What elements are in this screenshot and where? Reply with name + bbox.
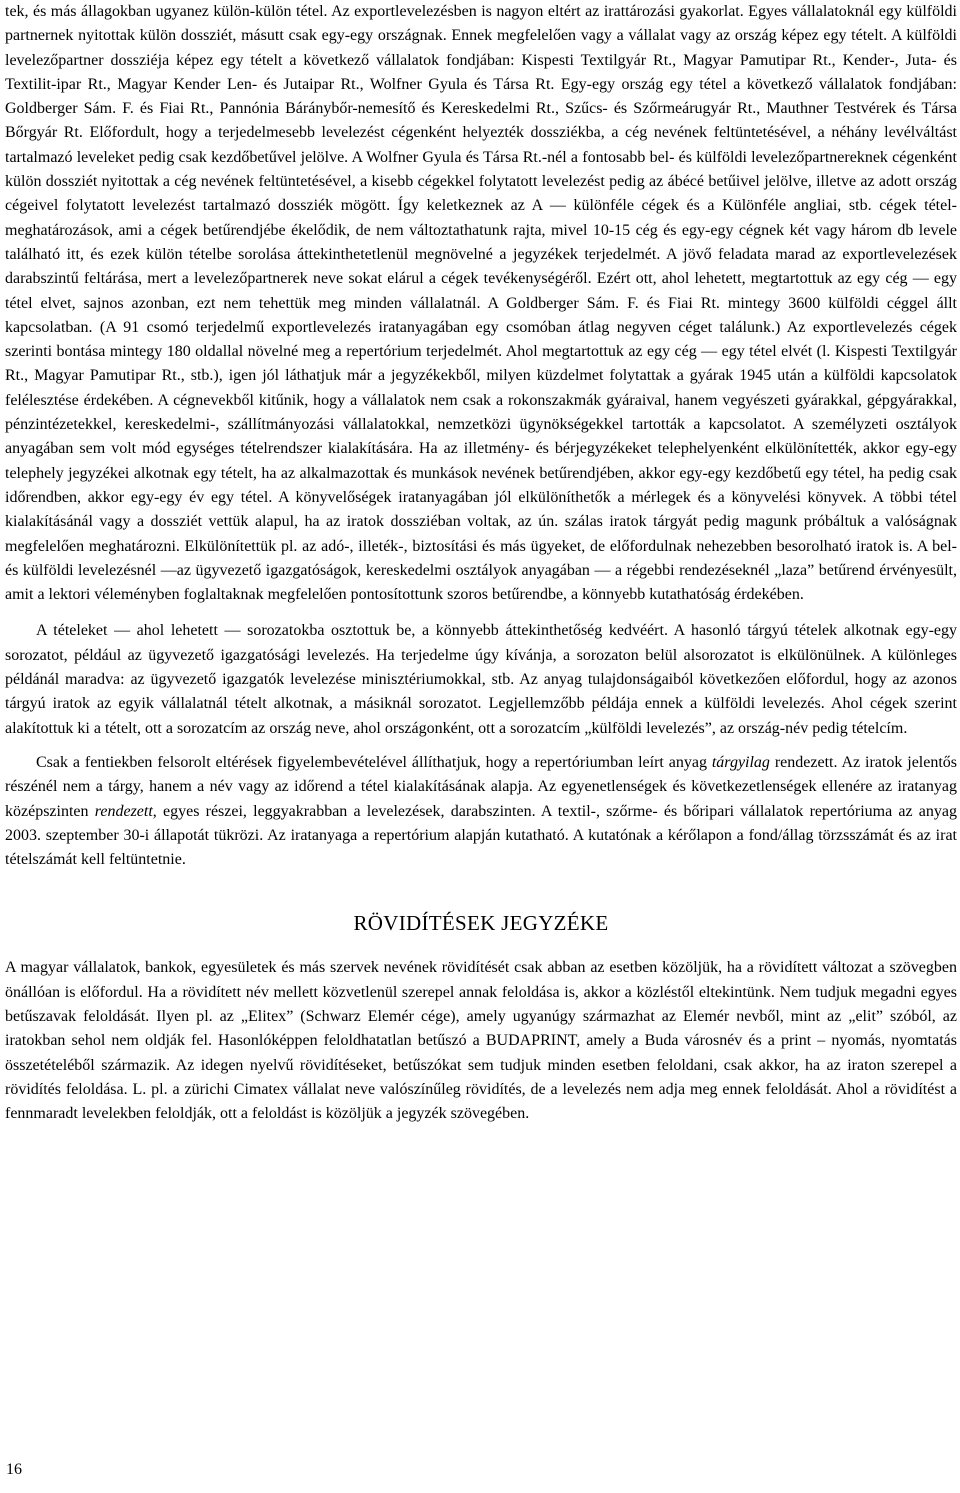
emphasis-targyilag: tárgyilag bbox=[711, 753, 770, 771]
page-number: 16 bbox=[6, 1461, 22, 1478]
body-paragraph-3 bbox=[5, 751, 957, 872]
body-paragraph-1: tek, és más állagokban ugyanez külön-külön tétel. Az exportlevelezésben is nagyon eltért az irattározási gyakorlat. Egyes vállalatoknál egy külföldi partnernek nyitottak külön dossziét, másutt csak egy-egy országnak. Ennek megfelelően vagy a vállalat vagy az ország képez egy tételt. A külföldi levelezőpartner dossziéja képez egy tételt a következő vállalatok fondjában: Kispesti Textilgyár Rt., Magyar Pamutipar Rt., Kender-, Juta- és Textilit-ipar Rt., Magyar Kender Len- és Jutaipar Rt., Wolfner Gyula és Társa Rt. Egy-egy ország egy tétel a következő vállalatok fondjában: Goldberger Sám. F. és Fiai Rt., Pannónia Báránybőr-nemesítő és Kereskedelmi Rt., Szűcs- és Szőrmeárugyár Rt., Mauthner Testvérek és Társa Bőrgyár Rt. Előfordult, hogy a terjedelmesebb levelezést cégenként helyezték dossziékba, a cég nevének feltüntetésével, a néhány levélváltást tartalmazó leveleket pedig csak kezdőbetűvel jelölve. A Wolfner Gyula és Társa Rt.-nél a fontosabb bel- és külföldi levelezőpartnereknek cégenként külön dossziét nyitottak a cég nevének feltüntetésével, a kisebb cégekkel folytatott levelezést pedig az ábécé betűivel jelölve, illetve az adott ország cégeivel folytatott levelezést tartalmazó dossziék mögött. Így keletkeznek az A — különféle cégek és a Különféle angliai, stb. cégek tétel-meghatározások, ami a cégek betűrendjébe ékelődik, de nem változtathatunk rajta, mivel 10-15 cég és egy-egy cégnek két vagy három db levele található itt, és ezek külön tételbe sorolása áttekinthetetlenül megnövelné a jegyzékek terjedelmét. A jövő feladata marad az exportlevelezések darabszintű feltárása, mert a levelezőpartnerek neve sokat elárul a cégek tevékenységéről. Ezért ott, ahol lehetett, megtartottuk az egy cég — egy tétel elvet, sajnos azonban, ezt nem tehettük meg minden vállalatnál. A Goldberger Sám. F. és Fiai Rt. mintegy 3600 külföldi céggel állt kapcsolatban. (A 91 csomó terjedelmű exportlevelezés iratanyagában egy csomóban átlag negyven céget találunk.) Az exportlevelezés cégek szerinti bontása mintegy 180 oldallal növelné meg a repertórium terjedelmét. Ahol megtartottuk az egy cég — egy tétel elvét (l. Kispesti Textilgyár Rt., Magyar Pamutipar Rt., stb.), igen jól láthatjuk már a jegyzékekből, milyen küzdelmet folytattak a gyárak 1945 után a külföldi kapcsolatok felélesztése érdekében. A cégnevekből kitűnik, hogy a vállalatok nem csak a rokonszakmák gyáraival, hanem vegyészeti gyárakkal, gépgyárakkal, pénzintézetekkel, kereskedelmi-, szállítmányozási vállalatokkal, nemzetközi ügynökségekkel tartották a kapcsolatot. A személyzeti osztályok anyagában sem volt mód egységes tételrendszer kialakítására. Ha az illetmény- és bérjegyzékeket telephelyenként elkülönítették, akkor egy-egy telephely jegyzékei alkotnak egy tételt, ha az alkalmazottak és munkások nevének betűrendjében, akkor egy-egy kezdőbetű egy tétel, ha pedig csak időrendben, akkor egy-egy év egy tétel. A könyvelőségek iratanyagában jól elkülöníthetők a mérlegek és a könyvelési könyvek. A többi tétel kialakításánál vagy a dossziét vettük alapul, ha az iratok dossziéban voltak, az ún. szálas iratok tárgyát pedig magunk próbáltuk a valóságnak megfelelően meghatározni. Elkülönítettük pl. az adó-, illeték-, biztosítási és más ügyeket, de előfordulnak nehezebben besorolható iratok is. A bel- és külföldi levelezésnél —az ügyvezető igazgatóságok, kereskedelmi osztályok anyagában — a régebbi rendezéseknél „laza” betűrend érvényesült, amit a lektori véleményben foglaltaknak megfelelően pontosítottunk szoros betűrendbe, a könnyebb kutathatóság érdekében. bbox=[5, 3, 957, 604]
emphasis-rendezett: rendezett bbox=[94, 802, 153, 820]
paragraph-3-text-start: Csak a fentiekben felsorolt eltérések figyelembevételével állíthatjuk, hogy a repertóriumban leírt anyag bbox=[36, 753, 712, 771]
body-paragraph-2: A tételeket — ahol lehetett — sorozatokba osztottuk be, a könnyebb áttekinthetőség kedvéért. A hasonló tárgyú tételek alkotnak egy-egy sorozatot, például az ügyvezető igazgatósági levelezés. Ha terjedelme úgy kívánja, a sorozaton belül alsorozatot is elkülönülnek. A különleges példánál maradva: az ügyvezető igazgatók levelezése minisztériumokkal, stb. Az anyag tulajdonságaiból következően előfordul, hogy az azonos tárgyú iratok az egyik vállalatnál tételt alkotnak, a másiknál sorozatot. Legjellemzőbb példája ennek a külföldi levelezés. Ahol cégek szerint alakítottuk ki a tételt, ott a sorozatcím az ország neve, ahol országonként, ott a sorozatcím „külföldi levelezés”, az ország-név pedig tételcím. bbox=[5, 622, 957, 737]
paragraph-3-text-end: , egyes részei, leggyakrabban a levelezések, darabszinten. A textil-, szőrme- és bőripari vállalatok repertóriuma az anyag 2003. szeptember 30-i állapotát tükrözi. Az iratanyaga a repertórium alapján kutatható. A kutatónak a kérőlapon a fond/állag törzsszámát és az irat tételszámát kell feltüntetnie. bbox=[5, 802, 958, 869]
section-heading: RÖVIDÍTÉSEK JEGYZÉKE bbox=[353, 911, 609, 936]
paragraph-3-text-middle: rendezett. Az iratok jelentős részénél nem a tárgy, hanem a név vagy az időrend a tétel kialakításának alapja. Az egyenetlenségek és következetlenségek ellenére az iratanyag középszinten bbox=[5, 753, 958, 820]
body-paragraph-4: A magyar vállalatok, bankok, egyesületek és más szervek nevének rövidítését csak abban az esetben közöljük, ha a rövidített változat a szövegben önállóan is előfordul. Ha a rövidített név mellett közvetlenül szerepel annak feloldása is, akkor a közléstől eltekintünk. Nem tudjuk megadni egyes betűszavak feloldását. Ilyen pl. az „Elitex” (Schwarz Elemér cége), amely ugyanúgy származhat az Elemér nevből, mint az „elit” szóból, az iratokban sehol nem oldják fel. Hasonlóképpen feloldhatatlan betűszó a BUDAPRINT, amely a Buda városnév és a print – nyomás, nyomtatás összetételéből származik. Az idegen nyelvű rövidítéseket, betűszókat sem tudjuk minden esetben feloldani, csak akkor, ha az iraton szerepel a rövidítés feloldása. L. pl. a zürichi Cimatex vállalat neve valószínűleg rövidítés, de a levelezés nem adja meg ennek feloldását. Ahol a rövidítést a fennmaradt levelekben feloldják, ott a feloldást is közöljük a jegyzék szövegében. bbox=[5, 959, 957, 1123]
